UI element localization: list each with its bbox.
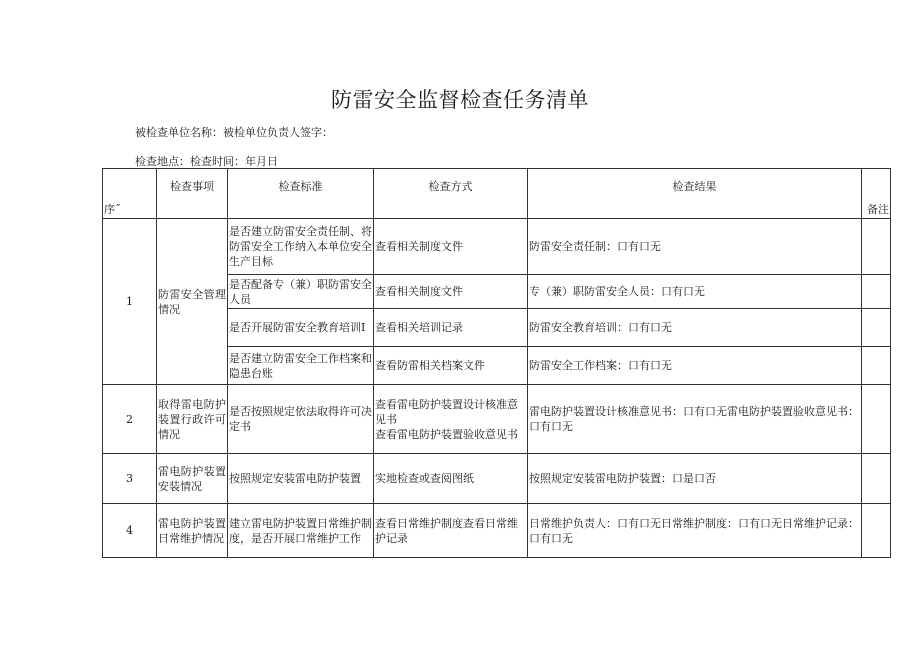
inspection-standard: 是否建立防雷安全工作档案和隐患台账 [228, 347, 374, 385]
item-number: 4 [103, 504, 157, 558]
table-row [103, 504, 891, 558]
inspection-standard: 是否开展防雷安全教育培训I [228, 309, 374, 347]
header-seq: 序˝ [103, 169, 157, 219]
table-row [103, 454, 891, 504]
inspection-standard: 按照规定安装雷电防护装置 [228, 454, 374, 504]
note-cell [862, 309, 891, 347]
note-cell [862, 504, 891, 558]
inspection-place-time-line: 检查地点：检查时间：年月日 [135, 155, 278, 168]
header-method: 检查方式 [374, 169, 528, 219]
item-number: 1 [103, 219, 157, 385]
note-cell [862, 219, 891, 275]
inspection-standard: 是否按照规定依法取得许可决定书 [228, 385, 374, 454]
inspection-method: 查看防雷相关档案文件 [374, 347, 528, 385]
inspection-method: 实地检查或查阅图纸 [374, 454, 528, 504]
inspection-result: 按照规定安装雷电防护装置：口是口否 [528, 454, 862, 504]
inspection-result: 雷电防护装置设计核准意见书：口有口无雷电防护装置验收意见书：口有口无 [528, 385, 862, 454]
note-cell [862, 385, 891, 454]
inspection-result: 防雷安全教育培训：口有口无 [528, 309, 862, 347]
table-row [103, 219, 891, 275]
inspection-result: 日常维护负责人：口有口无日常维护制度：口有口无日常维护记录：口有口无 [528, 504, 862, 558]
note-cell [862, 347, 891, 385]
header-standard: 检查标准 [228, 169, 374, 219]
inspection-method: 查看相关培训记录 [374, 309, 528, 347]
inspection-result: 防雷安全工作档案：口有口无 [528, 347, 862, 385]
inspection-method: 查看日常维护制度查看日常维护记录 [374, 504, 528, 558]
inspected-unit-line: 被检查单位名称：被检单位负责人签字： [135, 126, 333, 139]
item-number: 2 [103, 385, 157, 454]
table-row [103, 385, 891, 454]
note-cell [862, 454, 891, 504]
note-cell [862, 275, 891, 309]
inspection-method: 查看相关制度文件 [374, 219, 528, 275]
header-note: 备注 [862, 169, 891, 219]
inspection-standard: 是否建立防雷安全责任制、将防雷安全工作纳入本单位安全生产目标 [228, 219, 374, 275]
page-title: 防雷安全监督检查任务清单 [331, 88, 589, 112]
inspection-item: 雷电防护装置安装情况 [157, 454, 228, 504]
inspection-standard: 是否配备专（兼）职防雷安全人员 [228, 275, 374, 309]
inspection-result: 防雷安全责任制：口有口无 [528, 219, 862, 275]
inspection-method: 查看雷电防护装置设计核准意见书 查看雷电防护装置验收意见书 [374, 385, 528, 454]
table-header-row [103, 169, 891, 219]
inspection-method: 查看相关制度文件 [374, 275, 528, 309]
checklist-table [102, 168, 891, 558]
item-number: 3 [103, 454, 157, 504]
inspection-standard: 建立雷电防护装置日常维护制度，是否开展口常维护工作 [228, 504, 374, 558]
inspection-result: 专（兼）职防雷安全人员：口有口无 [528, 275, 862, 309]
inspection-item: 防雷安全管理情况 [157, 219, 228, 385]
header-item: 检查事项 [157, 169, 228, 219]
inspection-item: 取得雷电防护装置行政许可情况 [157, 385, 228, 454]
header-result: 检查结果 [528, 169, 862, 219]
inspection-item: 雷电防护装置日常维护情况 [157, 504, 228, 558]
